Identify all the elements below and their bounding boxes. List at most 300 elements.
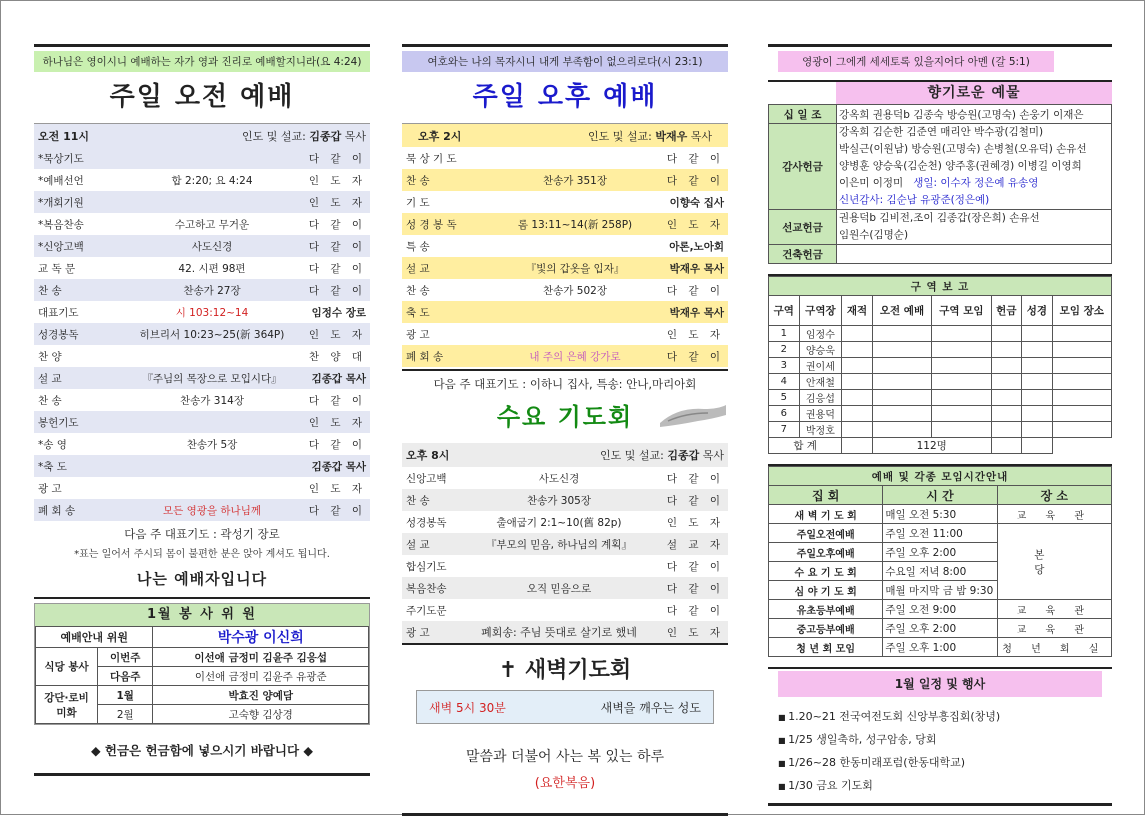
order-row (402, 555, 728, 577)
wednesday-order-table (402, 467, 728, 643)
order-content (126, 477, 298, 499)
order-content: 시 103:12~14 (175, 306, 249, 319)
dawn-box (416, 690, 714, 724)
order-person: 박재우 목사 (669, 306, 724, 319)
dawn-title: 새벽기도회 (524, 658, 632, 683)
wednesday-title: 수요 기도회 (496, 403, 634, 431)
afternoon-title: 주일 오후 예배 (472, 82, 658, 112)
order-row (402, 599, 728, 621)
order-content (494, 235, 656, 257)
district-title: 구 역 보 고 (769, 277, 1112, 296)
schedule-header-cell: 집 회 (769, 486, 883, 505)
order-row (34, 301, 370, 323)
order-content (462, 555, 656, 577)
leader-role: 인도 및 설교: (242, 129, 306, 143)
slogan: 나는 예배자입니다 (136, 570, 268, 588)
order-content: 합 2:20; 요 4:24 (171, 174, 253, 187)
order-content: 오직 믿음으로 (526, 582, 592, 595)
order-person: 인 도 자 (308, 328, 366, 341)
order-content: 찬송가 314장 (180, 394, 244, 407)
events-title: 1월 일정 및 행사 (778, 671, 1102, 697)
order-person: 다 같 이 (308, 262, 366, 275)
event-item: ■ 1.20~21 전국여전도회 신앙부흥집회(창녕) (778, 705, 1102, 728)
schedule-time: 주일 오후 1:00 (883, 638, 997, 657)
next-week-label: 다음주 (98, 667, 153, 686)
order-person: 다 같 이 (308, 504, 366, 517)
order-item: 축 도 (406, 306, 430, 319)
district-row (769, 342, 1112, 358)
order-row (34, 389, 370, 411)
order-person: 인 도 자 (308, 196, 366, 209)
district-cell: 7 (769, 422, 800, 438)
leader-name: 김종갑 (309, 129, 342, 143)
district-cell (1052, 374, 1111, 390)
order-item: 찬 송 (406, 284, 430, 297)
order-row (402, 467, 728, 489)
order-person: 찬 양 대 (308, 350, 366, 363)
schedule-place: 청 년 회 실 (997, 638, 1111, 657)
order-content: 내 주의 은혜 강가로 (529, 350, 621, 363)
order-content: 찬송가 27장 (183, 284, 241, 297)
district-total-cell (842, 438, 873, 454)
district-cell: 임정수 (799, 326, 842, 342)
order-row (34, 411, 370, 433)
district-cell (932, 342, 991, 358)
service-header (34, 123, 370, 147)
district-cell: 양승욱 (799, 342, 842, 358)
district-cell (1022, 374, 1053, 390)
district-cell: 김응섭 (799, 390, 842, 406)
order-item: 설 교 (406, 262, 430, 275)
district-cell (932, 390, 991, 406)
order-content (494, 323, 656, 345)
order-row (34, 235, 370, 257)
mission-label: 선교헌금 (769, 210, 837, 245)
district-total-cell: 112명 (872, 438, 991, 454)
district-cell: 4 (769, 374, 800, 390)
district-section (768, 274, 1112, 454)
order-row (34, 433, 370, 455)
order-person: 김종갑 목사 (311, 460, 366, 473)
order-person: 인 도 자 (666, 328, 724, 341)
month1-names: 박효진 양예담 (153, 686, 369, 705)
order-row (402, 301, 728, 323)
district-cell (842, 422, 873, 438)
district-cell (991, 406, 1022, 422)
district-cell (991, 422, 1022, 438)
schedule-name: 주일오전예배 (769, 524, 883, 543)
district-cell: 1 (769, 326, 800, 342)
district-cell (1052, 358, 1111, 374)
district-cell: 6 (769, 406, 800, 422)
order-item: 광 고 (406, 626, 430, 639)
order-content: 『부모의 믿음, 하나님의 계획』 (486, 538, 632, 551)
order-row (402, 191, 728, 213)
district-cell: 박정호 (799, 422, 842, 438)
month2-label: 2월 (98, 705, 153, 724)
order-row (402, 323, 728, 345)
order-row (402, 621, 728, 643)
order-content: 히브리서 10:23~25(新 364P) (139, 328, 285, 341)
order-content: 출애굽기 2:1~10(舊 82p) (496, 516, 622, 529)
order-row (34, 169, 370, 191)
leader-title: 목사 (690, 129, 712, 143)
order-item: 봉헌기도 (38, 416, 79, 429)
order-item: *신앙고백 (38, 240, 84, 253)
district-cell (1022, 342, 1053, 358)
leader-title: 목사 (344, 129, 366, 143)
bottom-rule (402, 813, 728, 816)
dawn-time: 새벽 5시 30분 (429, 700, 506, 715)
tithe-label: 십 일 조 (769, 105, 837, 124)
district-cell (991, 390, 1022, 406)
schedule-name: 주일오후예배 (769, 543, 883, 562)
order-item: 광 고 (406, 328, 430, 341)
events-list (778, 705, 1102, 797)
order-item: 묵 상 기 도 (406, 152, 457, 165)
order-content (494, 147, 656, 169)
district-cell (842, 374, 873, 390)
offering-table (768, 104, 1112, 264)
mission-names: 권용덕b 김비전,조이 김종갑(장은희) 손유선 임원수(김명순) (837, 210, 1112, 245)
order-person: 인 도 자 (308, 416, 366, 429)
left-column (34, 44, 370, 776)
standing-note: *표는 일어서 주시되 몸이 불편한 분은 앉아 계셔도 됩니다. (74, 549, 330, 560)
middle-column (402, 44, 728, 816)
district-cell (1052, 406, 1111, 422)
verse-banner: 여호와는 나의 목자시니 내게 부족함이 없으리로다(시 23:1) (402, 51, 728, 72)
schedule-time: 수요일 저녁 8:00 (883, 562, 997, 581)
schedule-time: 주일 오후 2:00 (883, 543, 997, 562)
order-person: 다 같 이 (666, 284, 724, 297)
order-item: 기 도 (406, 196, 430, 209)
this-week-names: 이선애 금정미 김윤주 김응섭 (153, 648, 369, 667)
district-cell (1022, 358, 1053, 374)
order-person: 인 도 자 (308, 174, 366, 187)
schedule-name: 중고등부예배 (769, 619, 883, 638)
order-item: 찬 송 (38, 394, 62, 407)
newyear-thanks: 신년감사: 김순남 유광준(정은예) (839, 194, 990, 206)
order-item: 광 고 (38, 482, 62, 495)
order-row (34, 477, 370, 499)
district-header-cell: 재적 (842, 296, 873, 326)
schedule-name: 수 요 기 도 회 (769, 562, 883, 581)
order-item: 찬 송 (38, 284, 62, 297)
order-item: 신앙고백 (406, 472, 447, 485)
order-row (402, 489, 728, 511)
month2-names: 고숙향 김상경 (153, 705, 369, 724)
district-cell: 안재철 (799, 374, 842, 390)
afternoon-header (402, 123, 728, 147)
order-row (402, 235, 728, 257)
schedule-time: 주일 오전 11:00 (883, 524, 997, 543)
schedule-time: 매일 오전 5:30 (883, 505, 997, 524)
kitchen-label: 식당 봉사 (36, 648, 98, 686)
order-person: 다 같 이 (666, 152, 724, 165)
order-item: 설 교 (38, 372, 62, 385)
top-rule (402, 44, 728, 47)
service-time: 오후 8시 (406, 449, 450, 462)
schedule-name: 심 야 기 도 회 (769, 581, 883, 600)
order-row (402, 279, 728, 301)
order-content (494, 301, 656, 323)
order-person: 박재우 목사 (669, 262, 724, 275)
order-item: 교 독 문 (38, 262, 76, 275)
volunteer-table (35, 626, 369, 724)
order-person: 다 같 이 (308, 152, 366, 165)
top-rule (34, 44, 370, 47)
order-person: 다 같 이 (308, 240, 366, 253)
order-row (402, 213, 728, 235)
building-label: 건축헌금 (769, 245, 837, 264)
district-cell (932, 406, 991, 422)
order-content (126, 191, 298, 213)
district-cell (991, 374, 1022, 390)
district-row (769, 390, 1112, 406)
order-content: 모든 영광을 하나님께 (163, 504, 261, 517)
volunteer-title: 1월 봉 사 위 원 (35, 604, 369, 626)
thanks-label: 감사헌금 (769, 124, 837, 210)
order-person: 인 도 자 (308, 482, 366, 495)
district-cell (991, 358, 1022, 374)
district-cell (1022, 390, 1053, 406)
month1-label: 1월 (98, 686, 153, 705)
district-cell: 2 (769, 342, 800, 358)
order-content (126, 147, 298, 169)
schedule-header-cell: 장 소 (997, 486, 1111, 505)
order-content: 42. 시편 98편 (178, 262, 246, 275)
usher-names: 박수광 이신희 (153, 627, 369, 648)
order-row (34, 367, 370, 389)
usher-label: 예배안내 위원 (36, 627, 153, 648)
offering-title: 향기로운 예물 (836, 82, 1112, 104)
district-total-cell (991, 438, 1022, 454)
district-cell (1052, 326, 1111, 342)
district-header-cell: 구역 모임 (932, 296, 991, 326)
event-item: ■ 1/26~28 한동미래포럼(한동대학교) (778, 751, 1102, 774)
cross-icon: ✝ (498, 658, 518, 683)
bottom-rule (768, 803, 1112, 806)
district-header-cell: 구역장 (799, 296, 842, 326)
district-cell (932, 374, 991, 390)
offering-note: ◆ 헌금은 헌금함에 넣으시기 바랍니다 ◆ (90, 743, 314, 758)
building-names (837, 245, 1112, 264)
order-person: 다 같 이 (308, 218, 366, 231)
order-content (494, 191, 656, 213)
schedule-title: 예배 및 각종 모임시간안내 (769, 467, 1112, 486)
district-cell (991, 326, 1022, 342)
district-row (769, 374, 1112, 390)
order-item: 찬 송 (406, 494, 430, 507)
next-week-prayer: 다음 주 대표기도 : 곽성기 장로 (124, 527, 280, 541)
schedule-name: 유초등부예배 (769, 600, 883, 619)
leader-role: 인도 및 설교: (600, 449, 664, 462)
order-person: 다 같 이 (666, 560, 724, 573)
district-cell (932, 358, 991, 374)
order-content (126, 455, 298, 477)
district-cell (1022, 326, 1053, 342)
order-person: 인 도 자 (666, 626, 724, 639)
district-cell (872, 326, 931, 342)
events-section (768, 667, 1112, 797)
schedule-place: 교 육 관 (997, 600, 1111, 619)
order-row (402, 511, 728, 533)
schedule-section (768, 464, 1112, 657)
district-cell (1052, 422, 1111, 438)
order-content (126, 411, 298, 433)
order-row (402, 533, 728, 555)
schedule-row (769, 524, 1112, 543)
order-content (462, 599, 656, 621)
order-row (34, 323, 370, 345)
service-time: 오전 11시 (38, 129, 90, 143)
district-cell (842, 390, 873, 406)
order-person: 임정수 장로 (311, 306, 366, 319)
order-item: 복음찬송 (406, 582, 447, 595)
order-item: 주기도문 (406, 604, 447, 617)
order-item: 성 경 봉 독 (406, 218, 457, 231)
district-cell (872, 422, 931, 438)
schedule-place: 본 당 (997, 524, 1111, 600)
order-person: 설 교 자 (666, 538, 724, 551)
order-row (402, 577, 728, 599)
schedule-place: 교 육 관 (997, 619, 1111, 638)
praying-hands-icon (658, 401, 728, 431)
district-cell (872, 374, 931, 390)
leader-title: 목사 (702, 449, 724, 462)
schedule-name: 새 벽 기 도 회 (769, 505, 883, 524)
order-item: 합심기도 (406, 560, 447, 573)
district-table (768, 276, 1112, 454)
district-row (769, 358, 1112, 374)
district-header-cell: 헌금 (991, 296, 1022, 326)
schedule-row (769, 638, 1112, 657)
morning-order-table (34, 147, 370, 521)
order-item: 찬 양 (38, 350, 62, 363)
order-person: 다 같 이 (666, 494, 724, 507)
leader-role: 인도 및 설교: (588, 129, 652, 143)
schedule-row (769, 505, 1112, 524)
district-cell (872, 390, 931, 406)
order-row (402, 147, 728, 169)
lobby-label: 강단·로비 미화 (36, 686, 98, 724)
order-row (34, 213, 370, 235)
order-row (34, 499, 370, 521)
order-content (126, 345, 298, 367)
schedule-table (768, 466, 1112, 657)
district-cell (991, 342, 1022, 358)
order-content: 『빛의 갑옷을 입자』 (525, 262, 625, 275)
district-cell (842, 342, 873, 358)
volunteer-section (34, 603, 370, 725)
order-person: 이향숙 집사 (669, 196, 724, 209)
this-week-label: 이번주 (98, 648, 153, 667)
district-header-cell: 구역 (769, 296, 800, 326)
order-item: *개회기원 (38, 196, 84, 209)
next-week-names: 이선애 금정미 김윤주 유광준 (153, 667, 369, 686)
district-header-cell: 오전 예배 (872, 296, 931, 326)
district-header-row (769, 296, 1112, 326)
district-cell (872, 406, 931, 422)
order-person: 다 같 이 (308, 284, 366, 297)
order-item: *송 영 (38, 438, 67, 451)
order-content: 찬송가 305장 (527, 494, 591, 507)
district-cell (842, 326, 873, 342)
district-total-row (769, 438, 1112, 454)
district-cell (1052, 390, 1111, 406)
leader-name: 김종갑 (667, 449, 700, 462)
order-row (34, 279, 370, 301)
order-item: 폐 회 송 (406, 350, 444, 363)
order-person: 다 같 이 (666, 604, 724, 617)
dawn-title-row (402, 653, 728, 684)
district-total-cell: 합 계 (769, 438, 842, 454)
order-person: 다 같 이 (666, 472, 724, 485)
schedule-header-cell: 시 간 (883, 486, 997, 505)
dawn-desc: 새벽을 깨우는 성도 (600, 700, 701, 715)
district-cell: 권이세 (799, 358, 842, 374)
order-content: 찬송가 502장 (543, 284, 607, 297)
order-person: 다 같 이 (308, 438, 366, 451)
closing-source: (요한복음) (534, 776, 596, 791)
top-rule (768, 44, 1112, 47)
order-item: *예배선언 (38, 174, 84, 187)
district-cell: 5 (769, 390, 800, 406)
bottom-rule (34, 773, 370, 776)
district-cell (842, 406, 873, 422)
order-person: 다 같 이 (308, 394, 366, 407)
order-person: 다 같 이 (666, 582, 724, 595)
order-row (402, 257, 728, 279)
schedule-name: 청 년 회 모임 (769, 638, 883, 657)
district-row (769, 406, 1112, 422)
order-content: 폐회송: 주님 뜻대로 살기로 했네 (481, 626, 637, 639)
verse-banner: 영광이 그에게 세세토록 있을지어다 아멘 (갈 5:1) (778, 51, 1054, 72)
order-row (34, 257, 370, 279)
wednesday-header (402, 443, 728, 467)
district-cell: 권용덕 (799, 406, 842, 422)
order-person: 다 같 이 (666, 174, 724, 187)
district-header-cell: 성경 (1022, 296, 1053, 326)
order-item: *축 도 (38, 460, 67, 473)
order-content: 사도신경 (538, 472, 580, 485)
district-row (769, 326, 1112, 342)
order-item: 성경봉독 (406, 516, 447, 529)
service-time: 오후 2시 (418, 129, 462, 143)
event-item: ■ 1/25 생일축하, 성구암송, 당회 (778, 728, 1102, 751)
right-column (768, 44, 1112, 806)
order-row (34, 191, 370, 213)
district-cell (1022, 422, 1053, 438)
tithe-names: 강옥희 권용덕b 김종숙 방승원(고명숙) 손웅기 이재은 (837, 105, 1112, 124)
offering-section (768, 80, 1112, 264)
schedule-time: 매월 마지막 금 밤 9:30 (883, 581, 997, 600)
birthday-thanks: 생일: 이수자 정은예 유송영 (913, 177, 1039, 189)
order-item: 대표기도 (38, 306, 79, 319)
leader-name: 박재우 (655, 129, 688, 143)
order-row (34, 455, 370, 477)
order-content: 찬송가 351장 (543, 174, 607, 187)
district-row (769, 422, 1112, 438)
order-item: 특 송 (406, 240, 430, 253)
order-item: 성경봉독 (38, 328, 79, 341)
schedule-time: 주일 오후 2:00 (883, 619, 997, 638)
divider (402, 643, 728, 645)
district-header-cell: 모임 장소 (1052, 296, 1111, 326)
order-content: 사도신경 (191, 240, 233, 253)
order-person: 다 같 이 (666, 350, 724, 363)
closing-line: 말씀과 더불어 사는 복 있는 하루 (465, 749, 665, 765)
